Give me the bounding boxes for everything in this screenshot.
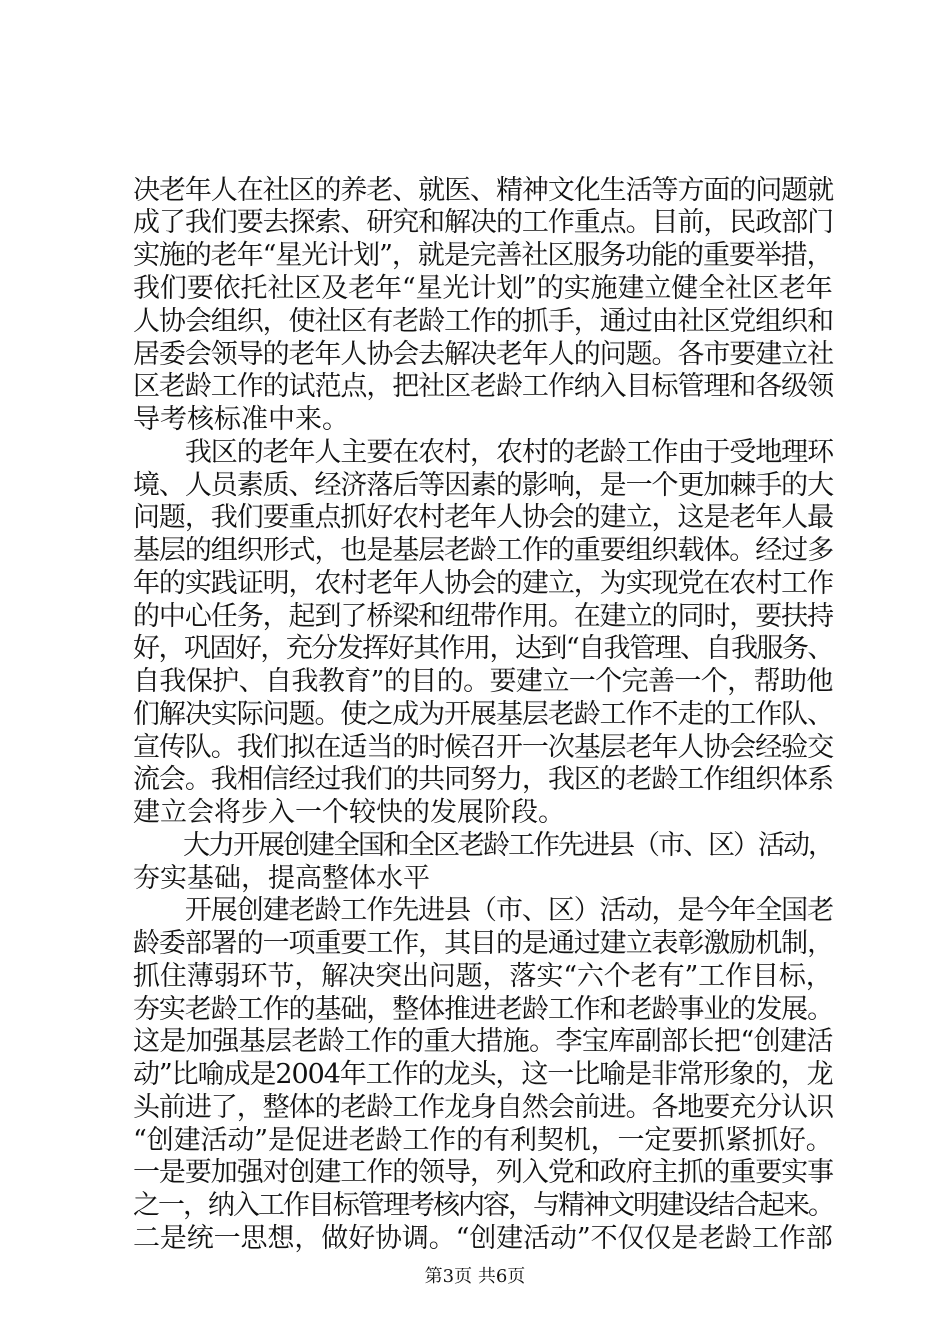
- text-line: 自我保护、自我教育”的目的。要建立一个完善一个，帮助他: [133, 666, 833, 697]
- text-line: 二是统一思想，做好协调。“创建活动”不仅仅是老龄工作部: [133, 1223, 833, 1254]
- text-line: 建立会将步入一个较快的发展阶段。: [133, 797, 565, 828]
- text-line: 基层的组织形式，也是基层老龄工作的重要组织载体。经过多: [133, 535, 833, 566]
- text-line: 开展创建老龄工作先进县（市、区）活动，是今年全国老: [133, 895, 833, 926]
- text-line: 们解决实际问题。使之成为开展基层老龄工作不走的工作队、: [133, 699, 833, 730]
- text-line: 成了我们要去探索、研究和解决的工作重点。目前，民政部门: [133, 207, 833, 238]
- text-line: 夯实老龄工作的基础，整体推进老龄工作和老龄事业的发展。: [133, 994, 833, 1025]
- text-line: 这是加强基层老龄工作的重大措施。李宝库副部长把“创建活: [133, 1026, 833, 1057]
- text-line: 问题，我们要重点抓好农村老年人协会的建立，这是老年人最: [133, 502, 833, 533]
- text-line: 导考核标准中来。: [133, 404, 349, 435]
- text-line: 一是要加强对创建工作的领导，列入党和政府主抓的重要实事: [133, 1157, 833, 1188]
- text-line: 区老龄工作的试范点，把社区老龄工作纳入目标管理和各级领: [133, 371, 833, 402]
- text-line: 抓住薄弱环节，解决突出问题，落实“六个老有”工作目标，: [133, 961, 833, 992]
- text-line: 流会。我相信经过我们的共同努力，我区的老龄工作组织体系: [133, 764, 833, 795]
- text-line: 之一，纳入工作目标管理考核内容，与精神文明建设结合起来。: [133, 1190, 833, 1221]
- text-line: 实施的老年“星光计划”，就是完善社区服务功能的重要举措，: [133, 240, 833, 271]
- text-line: 宣传队。我们拟在适当的时候召开一次基层老年人协会经验交: [133, 732, 833, 763]
- text-line: 我区的老年人主要在农村，农村的老龄工作由于受地理环: [133, 437, 833, 468]
- section-heading: 大力开展创建全国和全区老龄工作先进县（市、区）活动，: [133, 830, 833, 861]
- text-line: 居委会领导的老年人协会去解决老年人的问题。各市要建立社: [133, 339, 833, 370]
- text-line: 我们要依托社区及老年“星光计划”的实施建立健全社区老年: [133, 273, 833, 304]
- text-line: 动”比喻成是2004年工作的龙头，这一比喻是非常形象的，龙: [133, 1059, 833, 1090]
- text-line: 人协会组织，使社区有老龄工作的抓手，通过由社区党组织和: [133, 306, 833, 337]
- text-line: 决老年人在社区的养老、就医、精神文化生活等方面的问题就: [133, 175, 833, 206]
- text-line: 的中心任务，起到了桥梁和纽带作用。在建立的同时，要扶持: [133, 601, 833, 632]
- text-line: 年的实践证明，农村老年人协会的建立，为实现党在农村工作: [133, 568, 833, 599]
- text-line: 龄委部署的一项重要工作，其目的是通过建立表彰激励机制，: [133, 928, 833, 959]
- section-heading: 夯实基础，提高整体水平: [133, 863, 430, 894]
- text-line: 好，巩固好，充分发挥好其作用，达到“自我管理、自我服务、: [133, 633, 833, 664]
- text-line: 头前进了，整体的老龄工作龙身自然会前进。各地要充分认识: [133, 1092, 833, 1123]
- text-line: “创建活动”是促进老龄工作的有利契机，一定要抓紧抓好。: [133, 1125, 833, 1156]
- text-line: 境、人员素质、经济落后等因素的影响，是一个更加棘手的大: [133, 470, 833, 501]
- page-number-footer: 第3页 共6页: [424, 1266, 526, 1287]
